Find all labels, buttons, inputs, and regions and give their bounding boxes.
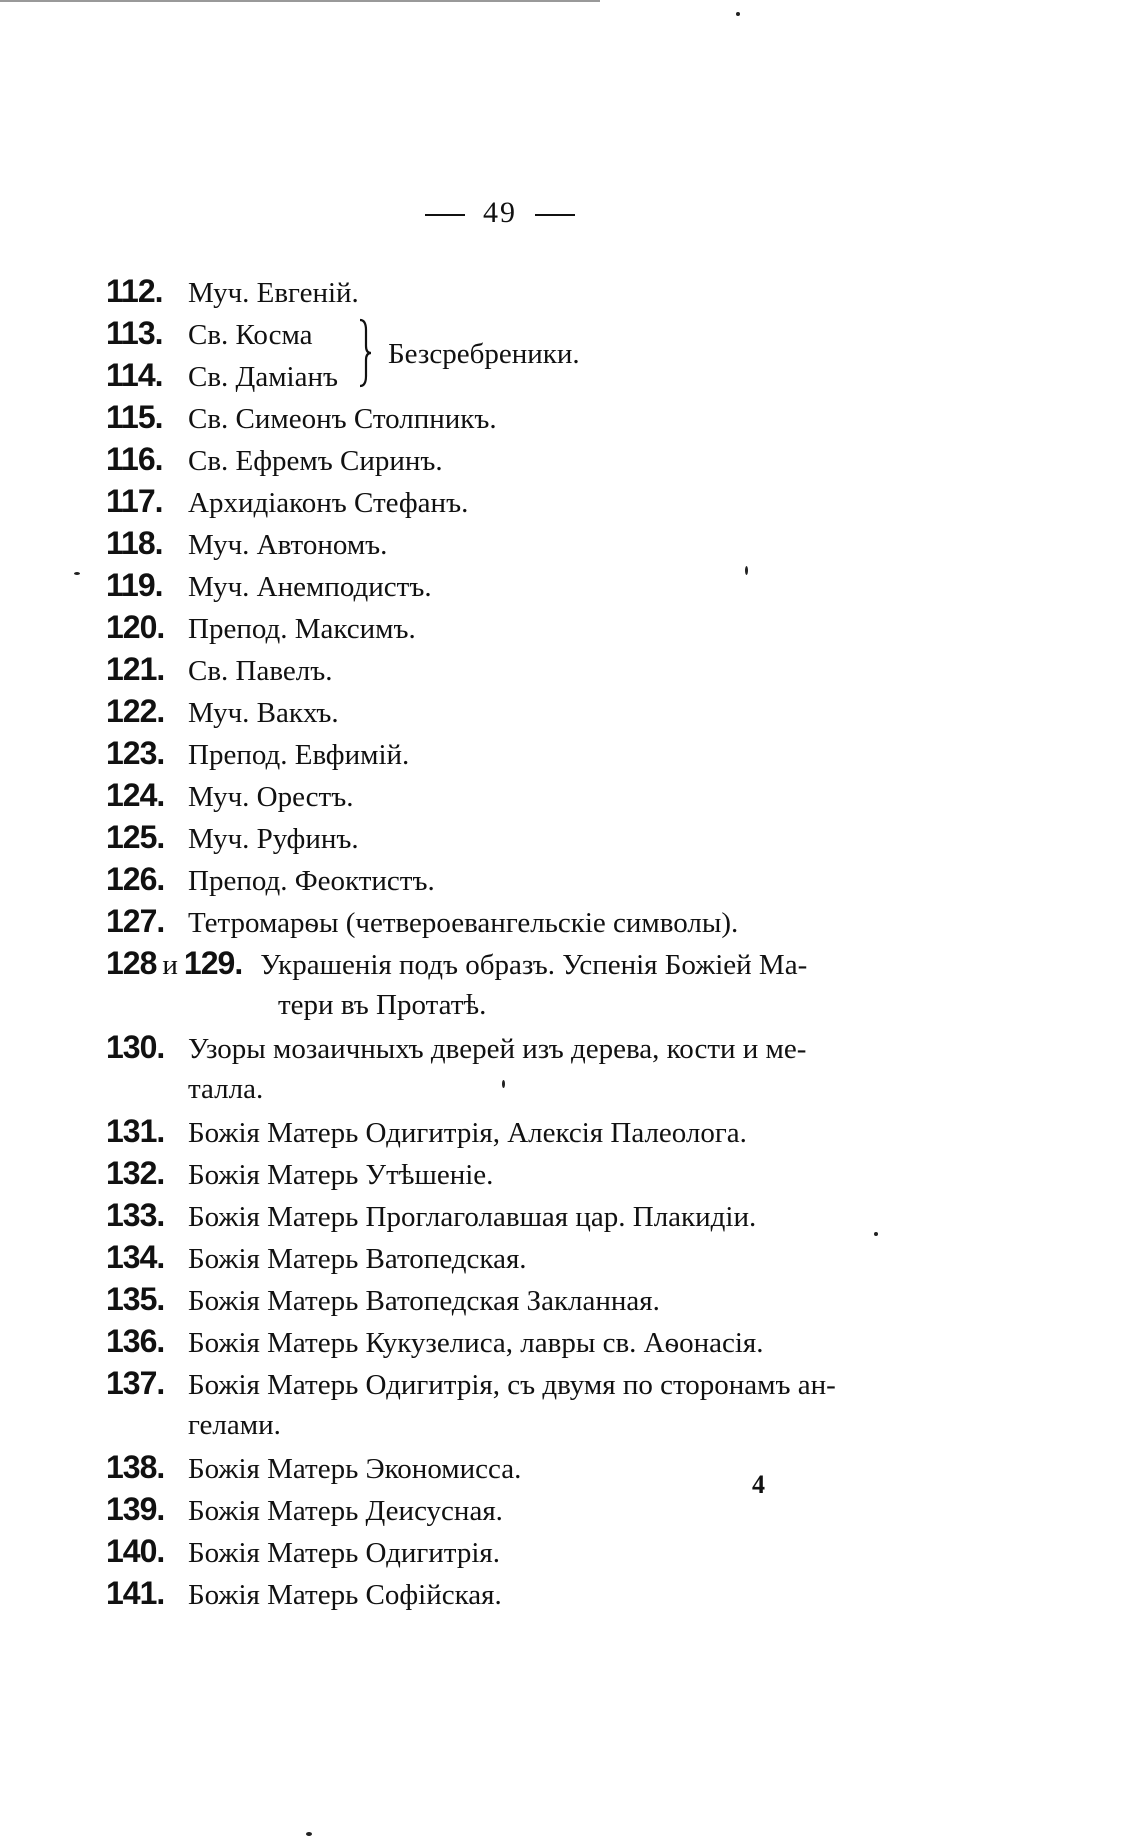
list-item [106,1236,916,1278]
entry-text: Архидіаконъ Стефанъ. [188,487,469,519]
entry-text: Муч. Руфинъ. [188,823,359,855]
scan-speck [74,572,80,575]
entry-text: Св. Павелъ. [188,655,333,687]
entry-number: 134. [106,1239,165,1275]
entry-number: 117. [106,483,163,519]
entry-text: Божія Матерь Деисусная. [188,1495,503,1527]
scan-speck [745,566,748,575]
list-item [106,858,916,900]
entry-text: Тетромарѳы (четвероевангельскіе символы). [188,907,739,939]
list-item [106,942,916,984]
entry-text: Препод. Максимъ. [188,613,416,645]
entry-number: 135. [106,1281,165,1317]
entry-text: Св. Косма [188,319,313,351]
signature-mark: 4 [752,1470,765,1499]
entry-number: 130. [106,1029,165,1065]
entry-number: 120. [106,609,165,645]
list-item [106,396,916,438]
entry-text: Божія Матерь Одигитрія, Алексія Палеолога. [188,1117,747,1149]
entry-number: 118. [106,525,163,561]
entry-text: Божія Матерь Ватопедская Закланная. [188,1285,660,1317]
entry-number: 119. [106,567,163,603]
list-item-continuation [106,1404,916,1446]
entry-number: 139. [106,1491,165,1527]
header-dash-left [425,214,465,216]
entry-text: Божія Матерь Одигитрія, съ двумя по сторонамъ ан- [188,1369,836,1401]
entry-text: талла. [188,1073,264,1105]
entry-text: Муч. Анемподистъ. [188,571,432,603]
entry-number: 113. [106,315,163,351]
entry-text: Муч. Орестъ. [188,781,354,813]
list-item-continuation [106,984,916,1026]
curly-brace-icon [358,318,372,388]
entry-number: 132. [106,1155,165,1191]
entry-number: 133. [106,1197,165,1233]
entry-text: Божія Матерь Одигитрія. [188,1537,500,1569]
entry-text: тери въ Протатѣ. [278,989,487,1021]
list-item [106,1530,916,1572]
list-item [106,1362,916,1404]
list-item [106,1572,916,1614]
entry-text: Препод. Евфимій. [188,739,410,771]
list-item [106,480,916,522]
entry-number: 124. [106,777,165,813]
page-number: 49 [483,196,517,229]
entry-conjunction: и [162,949,178,981]
scan-edge-line [0,0,600,2]
entry-text: Божія Матерь Ватопедская. [188,1243,527,1275]
entry-text: Божія Матерь Кукузелиса, лавры св. Аѳонасія. [188,1327,764,1359]
entry-text: Божія Матерь Проглаголавшая цар. Плакидіи. [188,1201,757,1233]
entry-text: Муч. Автономъ. [188,529,388,561]
entry-number: 125. [106,819,165,855]
list-item [106,900,916,942]
list-item [106,1152,916,1194]
list-item [106,522,916,564]
entry-number: 121. [106,651,165,687]
entry-number-second: 129. [183,945,243,981]
list-item [106,690,916,732]
entry-text: Божія Матерь Утѣшеніе. [188,1159,494,1191]
list-item [106,732,916,774]
list-item [106,1110,916,1152]
scan-speck [874,1232,878,1236]
entry-text: Божія Матерь Экономисса. [188,1453,522,1485]
entry-number: 137. [106,1365,165,1401]
entry-number: 112. [106,273,163,309]
entry-number: 141. [106,1575,165,1611]
entry-text: Муч. Евгеній. [188,277,359,309]
entry-number: 122. [106,693,165,729]
group-label: Безсребреники. [388,338,580,370]
list-item [106,564,916,606]
list-item [106,1446,916,1488]
entry-number: 116. [106,441,163,477]
list-item [106,606,916,648]
list-item [106,1320,916,1362]
list-item [106,1278,916,1320]
scan-speck [502,1080,505,1088]
header-dash-right [535,214,575,216]
entry-number: 138. [106,1449,165,1485]
entry-number: 127. [106,903,165,939]
entry-number: 123. [106,735,165,771]
entry-number: 126. [106,861,165,897]
page-header [0,196,1000,230]
entry-text: Узоры мозаичныхъ дверей изъ дерева, кости и ме- [188,1033,807,1065]
list-item [106,270,916,312]
entry-number: 131. [106,1113,165,1149]
entry-list [106,270,916,1614]
entry-text: Муч. Вакхъ. [188,697,339,729]
list-item [106,1488,916,1530]
entry-text: Препод. Феоктистъ. [188,865,435,897]
scan-speck [736,12,740,16]
entry-text: Св. Симеонъ Столпникъ. [188,403,497,435]
entry-text: Украшенія подъ образъ. Успенія Божіей Ма- [260,949,808,981]
list-item [106,1194,916,1236]
entry-text: Божія Матерь Софійская. [188,1579,502,1611]
scan-speck [306,1832,312,1836]
list-item-continuation [106,1068,916,1110]
entry-number: 114. [106,357,163,393]
list-item [106,774,916,816]
list-item [106,648,916,690]
entry-number: 136. [106,1323,165,1359]
list-item [106,1026,916,1068]
entry-group-brace [106,312,916,396]
entry-text: Св. Ефремъ Сиринъ. [188,445,443,477]
entry-text: гелами. [188,1409,281,1441]
entry-number: 140. [106,1533,165,1569]
list-item [106,438,916,480]
entry-number: 115. [106,399,163,435]
entry-number: 128 [106,945,157,981]
entry-text: Св. Даміанъ [188,361,338,393]
list-item [106,816,916,858]
